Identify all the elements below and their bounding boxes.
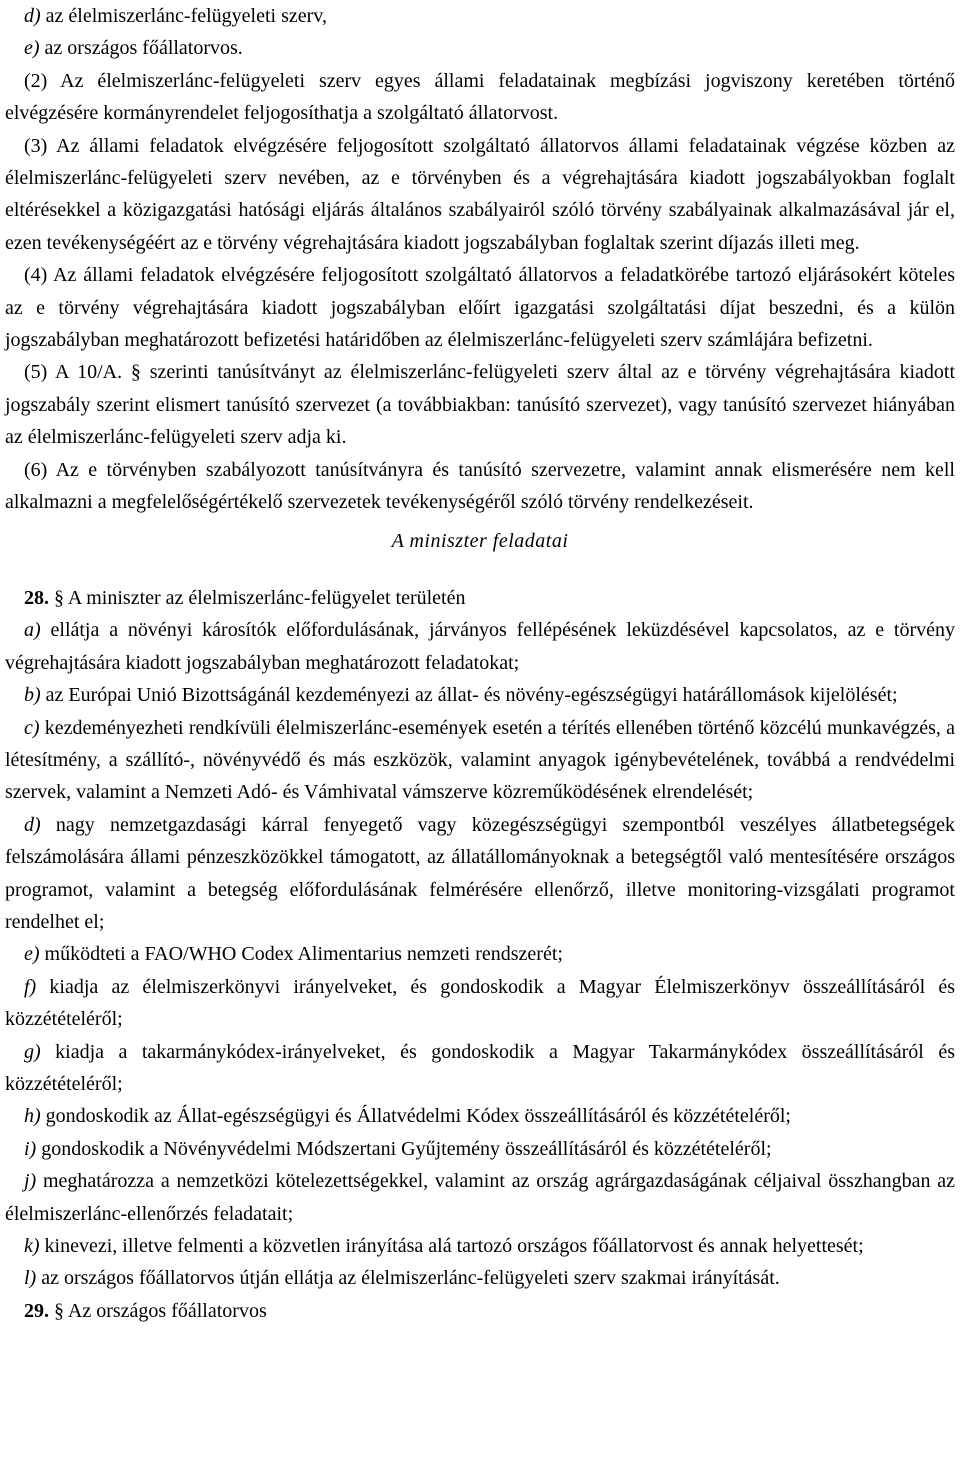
list-item [5,679,955,711]
item-letter: f) [24,975,37,998]
item-letter: e) [24,943,40,966]
paragraph-3: (3) Az állami feladatok elvégzésére feljogosított szolgáltató állatorvos állami feladatainak végzése közben az élelmiszerlánc-felügyeleti szerv nevében, az e törvényben és a végrehajtására kiadott jogszabályokban foglalt eltérésekkel a közigazgatási hatósági eljárás általános szabályairól szóló törvény szabályainak alkalmazásával jár el, ezen tevékenységéért az e törvény végrehajtására kiadott jogszabályban foglaltak szerint díjazás illeti meg. [5,134,955,254]
item-text: kiadja az élelmiszerkönyvi irányelveket, és gondoskodik a Magyar Élelmiszerkönyv összeállításáról és közzétételéről; [5,975,955,1031]
paragraph-4: (4) Az állami feladatok elvégzésére feljogosított szolgáltató állatorvos a feladatkörébe tartozó eljárásokért köteles az e törvény végrehajtására kiadott jogszabályban előírt igazgatási szolgáltatási díjat beszedni, és a külön jogszabályban meghatározott befizetési határidőben az élelmiszerlánc-felügyeleti szerv számlájára befizetni. [5,264,955,352]
section-28 [5,582,955,614]
list-item [5,1036,955,1101]
item-text: az élelmiszerlánc-felügyeleti szerv, [40,5,327,27]
paragraph-5: (5) A 10/A. § szerinti tanúsítványt az élelmiszerlánc-felügyeleti szerv által az e törvény végrehajtására kiadott jogszabály szerint elismert tanúsító szervezet (a továbbiakban: tanúsító szervezet), vagy tanúsító szervezet hiányában az élelmiszerlánc-felügyeleti szerv adja ki. [5,361,955,449]
section-intro: § Az országos főállatorvos [49,1299,267,1322]
section-heading: A miniszter feladatai [391,529,569,552]
item-text: az országos főállatorvos útján ellátja az élelmiszerlánc-felügyeleti szerv szakmai irányítását. [36,1267,780,1290]
section-number: 28. [24,586,49,609]
list-item [5,712,955,809]
list-item [5,1133,955,1165]
item-text: kezdeményezheti rendkívüli élelmiszerlánc-események esetén a térítés ellenében történő közcélú munkavégzés, a létesítmény, a szállító-, növényvédő és más eszközök, valamint anyagok igénybevételének, továbbá a rendvédelmi szervek, valamint a Nemzeti Adó- és Vámhivatal vámszerve közreműködésének elrendelését; [5,716,955,804]
item-letter: b) [24,684,41,707]
item-letter: e) [24,37,40,60]
list-item [5,1165,955,1230]
section-28-items [5,614,955,1295]
paragraph-2: (2) Az élelmiszerlánc-felügyeleti szerv egyes állami feladatainak megbízási jogviszony keretében történő elvégzésére kormányrendelet feljogosíthatja a szolgáltató állatorvost. [5,69,955,125]
item-text: ellátja a növényi károsítók előfordulásának, járványos fellépésének leküzdésével kapcsolatos, az e törvény végrehajtására kiadott jogszabályban meghatározott feladatokat; [5,619,955,674]
paragraph-6: (6) Az e törvényben szabályozott tanúsítványra és tanúsító szervezetre, valamint annak elismerésére nem kell alkalmazni a megfelelőségértékelő szervezetek tevékenységéről szóló törvény rendelkezéseit. [5,458,955,514]
item-letter: g) [24,1040,41,1063]
list-item [5,938,955,970]
list-item [5,1100,955,1132]
item-letter: l) [24,1267,37,1290]
list-item-d-previous [5,0,955,32]
list-item [5,809,955,939]
item-letter: k) [24,1235,40,1258]
list-item-e-previous [5,32,955,64]
document-page [5,0,955,1327]
item-letter: a) [24,619,41,642]
list-item [5,1230,955,1262]
section-number: 29. [24,1299,49,1322]
item-letter: c) [24,716,40,739]
section-intro: § A miniszter az élelmiszerlánc-felügyelet területén [49,586,466,609]
list-item [5,614,955,679]
item-text: gondoskodik az Állat-egészségügyi és Állatvédelmi Kódex összeállításáról és közzétételéről; [40,1105,791,1128]
item-text: gondoskodik a Növényvédelmi Módszertani Gyűjtemény összeállításáról és közzétételéről; [36,1137,772,1160]
item-letter: i) [24,1137,37,1160]
item-text: működteti a FAO/WHO Codex Alimentarius nemzeti rendszerét; [39,943,563,966]
section-29 [5,1295,955,1327]
item-text: meghatározza a nemzetközi kötelezettségekkel, valamint az ország agrárgazdaságának céljaival összhangban az élelmiszerlánc-ellenőrzés feladatait; [5,1170,955,1225]
list-item [5,971,955,1036]
list-item [5,1262,955,1294]
item-text: kinevezi, illetve felmenti a közvetlen irányítása alá tartozó országos főállatorvost és annak helyettesét; [39,1235,864,1258]
item-text: az Európai Unió Bizottságánál kezdeményezi az állat- és növény-egészségügyi határállomások kijelölését; [40,684,898,707]
item-text: az országos főállatorvos. [39,37,243,60]
item-text: kiadja a takarmánykódex-irányelveket, és gondoskodik a Magyar Takarmánykódex összeállításáról és közzétételéről; [5,1040,955,1095]
item-letter: h) [24,1105,41,1128]
item-letter: d) [24,813,41,836]
item-letter: d) [24,5,41,27]
item-text: nagy nemzetgazdasági kárral fenyegető vagy közegészségügyi szempontból veszélyes állatbetegségek felszámolására állami pénzeszközökkel támogatott, az állatállományoknak a betegségtől való mentesítésére országos programot, valamint a betegség előfordulásának felmérésére ellenőrző, illetve monitoring-vizsgálati programot rendelhet el; [5,813,955,933]
item-letter: j) [24,1170,37,1193]
